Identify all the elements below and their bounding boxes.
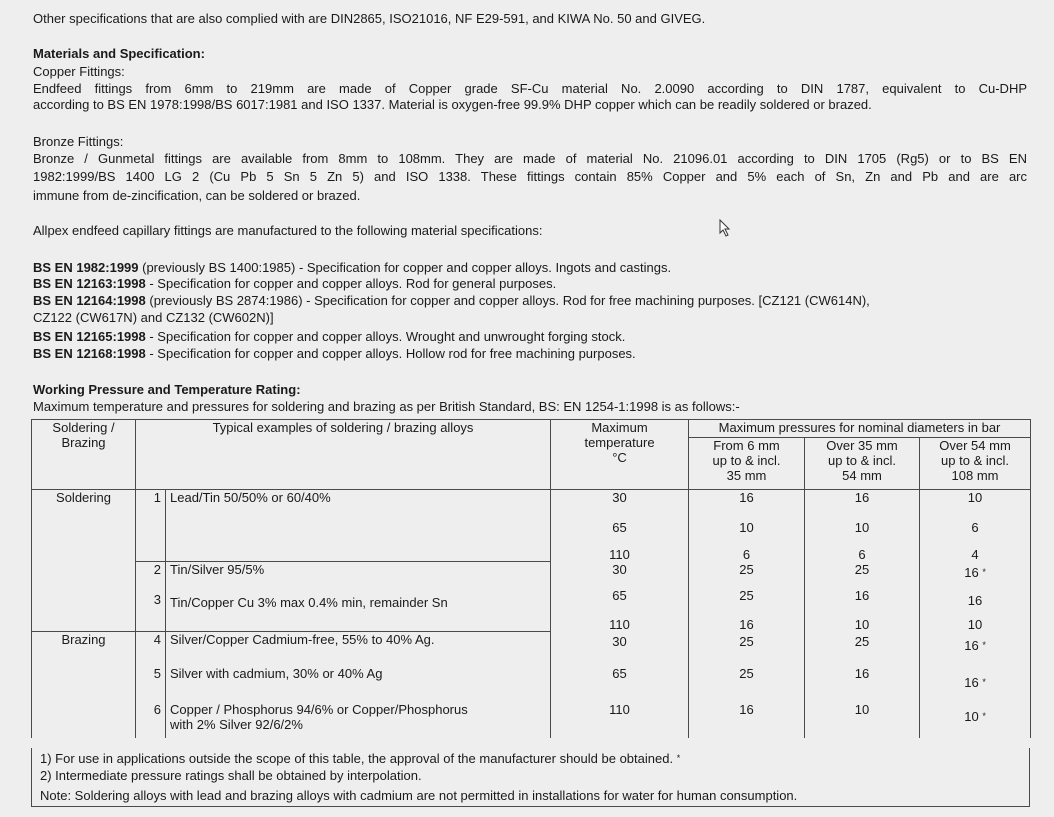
cell-d1: 25	[689, 666, 805, 702]
process-blank	[32, 516, 136, 543]
table-row	[32, 588, 1031, 613]
table-header-row	[32, 420, 1031, 438]
header-d-line: Over 54 mm	[939, 438, 1011, 453]
footnote-star: *	[676, 753, 681, 763]
footnote-star: *	[982, 639, 986, 650]
process-blank	[32, 562, 136, 588]
standard-line-5	[33, 346, 636, 361]
cell-d3: 16	[920, 588, 1031, 613]
cell-d3	[920, 666, 1031, 702]
pressure-heading: Working Pressure and Temperature Rating:	[33, 382, 301, 397]
note-text: 1) For use in applications outside the scope of this table, the approval of the manufacturer should be obtained.	[40, 751, 674, 766]
cell-d3: 4	[920, 543, 1031, 562]
standard-line-3	[33, 293, 870, 308]
alloy-number-blank	[136, 613, 166, 632]
standard-line-4	[33, 329, 625, 344]
header-temp-line: Maximum	[591, 420, 648, 435]
standard-code: BS EN 12163:1998	[33, 276, 146, 291]
cell-temp: 110	[551, 702, 689, 738]
alloy-number: 5	[136, 666, 166, 702]
cell-temp: 110	[551, 543, 689, 562]
header-process-line: Soldering /	[52, 420, 115, 435]
table-row	[32, 562, 1031, 588]
cell-value: 16	[964, 637, 979, 653]
table-row	[32, 516, 1031, 543]
copper-line-2: according to BS EN 1978:1998/BS 6017:1981 and ISO 1337. Material is oxygen-free 99.9% DHP copper which can be readily soldered or brazed.	[33, 97, 872, 112]
cell-d1: 16	[689, 702, 805, 738]
header-d-line: up to & incl.	[712, 453, 781, 468]
alloy-number: 3	[136, 588, 166, 613]
cell-d2: 6	[805, 543, 920, 562]
alloy-name: Lead/Tin 50/50% or 60/40%	[166, 490, 551, 516]
bronze-line-2: 1982:1999/BS 1400 LG 2 (Cu Pb 5 Sn 5 Zn 5) and ISO 1338. These fittings contain 85% Copper and 5% each of Sn, Zn and Pb and are arc	[33, 169, 1027, 184]
header-process	[32, 420, 136, 490]
standard-text: - Specification for copper and copper alloys. Wrought and unwrought forging stock.	[145, 329, 626, 344]
cell-temp: 110	[551, 613, 689, 632]
cell-temp: 65	[551, 516, 689, 543]
standard-code: BS EN 12164:1998	[33, 293, 146, 308]
materials-heading: Materials and Specification:	[33, 46, 205, 61]
cell-d3: 10	[920, 613, 1031, 632]
table-row	[32, 666, 1031, 702]
cell-d2: 25	[805, 632, 920, 666]
pressure-subheading: Maximum temperature and pressures for soldering and brazing as per British Standard, BS: EN 1254-1:1998 is as follows:-	[33, 399, 740, 414]
cell-d2: 16	[805, 666, 920, 702]
intro-text: Other specifications that are also complied with are DIN2865, ISO21016, NF E29-591, and KIWA No. 50 and GIVEG.	[33, 11, 706, 26]
process-blank	[32, 543, 136, 562]
alloy-name: Silver with cadmium, 30% or 40% Ag	[166, 666, 551, 702]
standard-text: CZ122 (CW617N) and CZ132 (CW602N)]	[33, 310, 274, 325]
alloy-name-blank	[166, 613, 551, 632]
header-pressures: Maximum pressures for nominal diameters in bar	[689, 420, 1031, 438]
alloy-number: 2	[136, 562, 166, 588]
alloy-number-blank	[136, 516, 166, 543]
standard-code: BS EN 12165:1998	[33, 329, 146, 344]
table-row	[32, 543, 1031, 562]
cell-d1: 16	[689, 490, 805, 516]
cell-temp: 65	[551, 666, 689, 702]
alloy-number: 4	[136, 632, 166, 666]
cell-d3	[920, 632, 1031, 666]
cell-d1: 16	[689, 613, 805, 632]
header-d-line: From 6 mm	[713, 438, 780, 453]
cell-d1: 6	[689, 543, 805, 562]
cell-temp: 30	[551, 490, 689, 516]
header-temp-line: temperature	[584, 435, 655, 450]
alloy-number: 6	[136, 702, 166, 738]
header-alloys: Typical examples of soldering / brazing alloys	[136, 420, 551, 490]
alloy-name	[166, 702, 551, 738]
cell-d3: 10	[920, 490, 1031, 516]
header-d-line: 54 mm	[842, 468, 882, 483]
bronze-line-1: Bronze / Gunmetal fittings are available from 8mm to 108mm. They are made of material No. 21096.01 according to DIN 1705 (Rg5) or to BS EN	[33, 151, 1027, 166]
header-diameter-1	[689, 438, 805, 490]
standard-line-2	[33, 276, 556, 291]
cell-d2: 10	[805, 516, 920, 543]
cell-temp: 30	[551, 562, 689, 588]
footnote-star: *	[982, 710, 986, 721]
copper-title: Copper Fittings:	[33, 64, 125, 79]
cell-d1: 25	[689, 632, 805, 666]
header-temp-line: °C	[612, 450, 627, 465]
cell-d2: 10	[805, 702, 920, 738]
header-d-line: 35 mm	[726, 468, 767, 483]
bronze-title: Bronze Fittings:	[33, 134, 124, 149]
note-1	[40, 751, 680, 766]
standard-code: BS EN 12168:1998	[33, 346, 146, 361]
header-d-line: 108 mm	[951, 468, 999, 483]
table-row	[32, 702, 1031, 738]
alloy-name: Tin/Silver 95/5%	[166, 562, 551, 588]
process-brazing: Brazing	[32, 632, 136, 666]
alloy-name-line: Copper / Phosphorus 94/6% or Copper/Phosphorus	[170, 701, 468, 717]
cell-d2: 25	[805, 562, 920, 588]
note-3: Note: Soldering alloys with lead and brazing alloys with cadmium are not permitted in installations for water for human consumption.	[40, 788, 798, 803]
alloy-name: Tin/Copper Cu 3% max 0.4% min, remainder Sn	[166, 588, 551, 613]
allpex-text: Allpex endfeed capillary fittings are manufactured to the following material specifications:	[33, 223, 543, 238]
alloy-number: 1	[136, 490, 166, 516]
table-row	[32, 632, 1031, 666]
standard-text: - Specification for copper and copper alloys. Hollow rod for free machining purposes.	[145, 346, 636, 361]
cell-d3	[920, 562, 1031, 588]
header-d-line: Over 35 mm	[826, 438, 898, 453]
alloy-name-blank	[166, 543, 551, 562]
header-diameter-2	[805, 438, 920, 490]
pressure-temperature-table	[31, 419, 1031, 738]
header-diameter-3	[920, 438, 1031, 490]
copper-line-1: Endfeed fittings from 6mm to 219mm are made of Copper grade SF-Cu material No. 2.0090 according to DIN 1787, equivalent to Cu-DHP	[33, 81, 1027, 96]
note-2: 2) Intermediate pressure ratings shall be obtained by interpolation.	[40, 768, 422, 783]
cell-d2: 16	[805, 588, 920, 613]
standard-text: (previously BS 2874:1986) - Specification for copper and copper alloys. Rod for free machining purposes. [CZ121 (CW614N),	[145, 293, 870, 308]
cell-d1: 25	[689, 562, 805, 588]
cell-temp: 30	[551, 632, 689, 666]
alloy-name-line: with 2% Silver 92/6/2%	[170, 716, 303, 732]
cell-d3	[920, 702, 1031, 738]
footnote-star: *	[982, 676, 986, 687]
mouse-pointer-icon	[718, 219, 732, 237]
cell-d1: 25	[689, 588, 805, 613]
alloy-name: Silver/Copper Cadmium-free, 55% to 40% Ag.	[166, 632, 551, 666]
process-blank	[32, 666, 136, 702]
process-blank	[32, 702, 136, 738]
footnote-star: *	[982, 566, 986, 577]
table-row	[32, 490, 1031, 516]
header-d-line: up to & incl.	[828, 453, 896, 468]
cell-value: 10	[964, 708, 979, 724]
header-temperature	[551, 420, 689, 490]
cell-temp: 65	[551, 588, 689, 613]
cell-value: 16	[964, 674, 979, 690]
alloy-name-blank	[166, 516, 551, 543]
cell-d2: 10	[805, 613, 920, 632]
standard-text: (previously BS 1400:1985) - Specification for copper and copper alloys. Ingots and castings.	[138, 260, 672, 275]
process-blank	[32, 613, 136, 632]
header-process-line: Brazing	[61, 435, 106, 450]
table-notes	[31, 748, 1030, 807]
bronze-line-3: immune from de-zincification, can be soldered or brazed.	[33, 188, 361, 203]
standard-text: - Specification for copper and copper alloys. Rod for general purposes.	[145, 276, 557, 291]
standard-line-1	[33, 260, 671, 275]
standard-line-3-cont	[33, 310, 274, 325]
header-d-line: up to & incl.	[941, 453, 1009, 468]
standard-code: BS EN 1982:1999	[33, 260, 139, 275]
cell-d3: 6	[920, 516, 1031, 543]
process-blank	[32, 588, 136, 613]
table-row	[32, 613, 1031, 632]
alloy-number-blank	[136, 543, 166, 562]
process-soldering: Soldering	[32, 490, 136, 516]
cell-d2: 16	[805, 490, 920, 516]
cell-d1: 10	[689, 516, 805, 543]
cell-value: 16	[964, 564, 979, 580]
